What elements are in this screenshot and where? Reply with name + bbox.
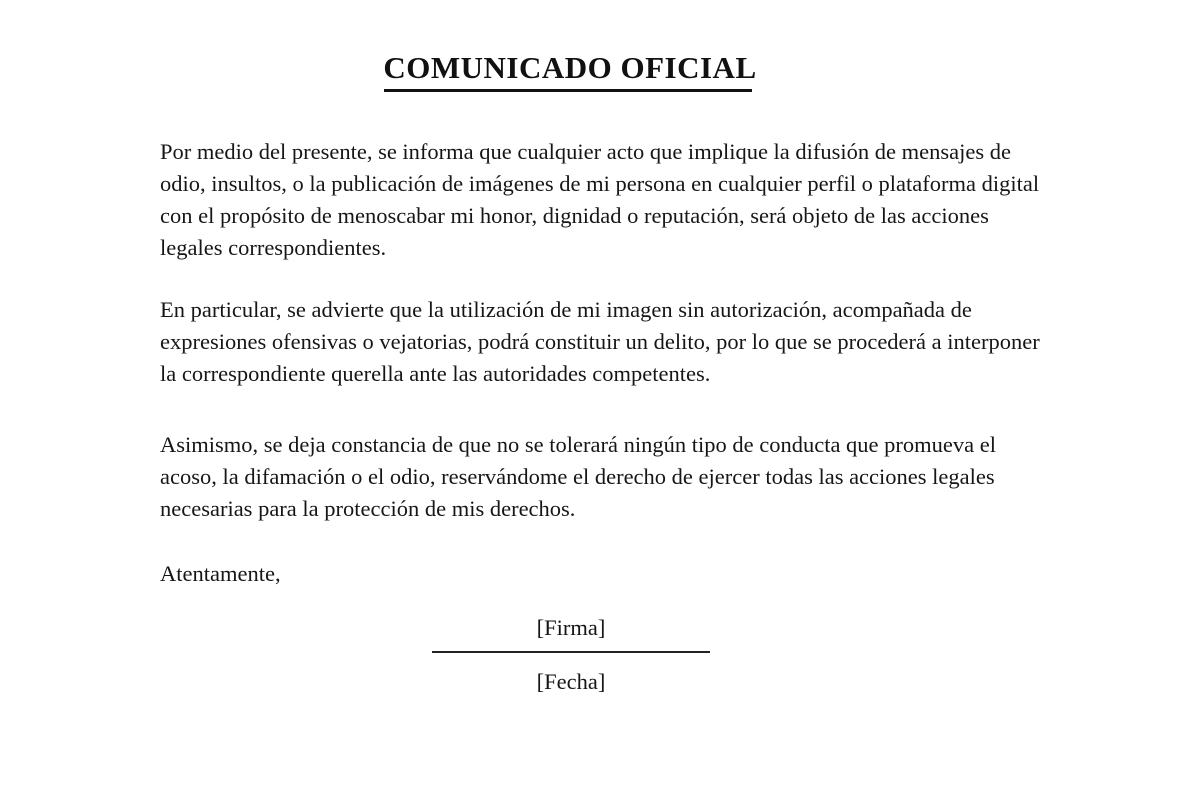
paragraph-3: Asimismo, se deja constancia de que no se tolerará ningún tipo de conducta que promueva el acoso, la difamación o el odio, reservándome el derecho de ejercer todas las acciones legales necesarias para la protección de mis derechos. <box>160 432 996 521</box>
title-underline <box>384 89 752 92</box>
signature-line <box>432 651 710 653</box>
document-title: COMUNICADO OFICIAL <box>383 50 757 85</box>
closing-salutation: Atentamente, <box>160 561 281 586</box>
signature-placeholder: [Firma] <box>536 615 606 640</box>
paragraph-1: Por medio del presente, se informa que cualquier acto que implique la difusión de mensajes de odio, insultos, o la publicación de imágenes de mi persona en cualquier perfil o plataforma digital con el propósito de menoscabar mi honor, dignidad o reputación, será objeto de las acciones legales correspondientes. <box>160 139 1040 260</box>
date-placeholder: [Fecha] <box>536 669 606 694</box>
paragraph-2: En particular, se advierte que la utilización de mi imagen sin autorización, acompañada de expresiones ofensivas o vejatorias, podrá constituir un delito, por lo que se procederá a interponer la correspondiente querella ante las autoridades competentes. <box>160 297 1040 386</box>
